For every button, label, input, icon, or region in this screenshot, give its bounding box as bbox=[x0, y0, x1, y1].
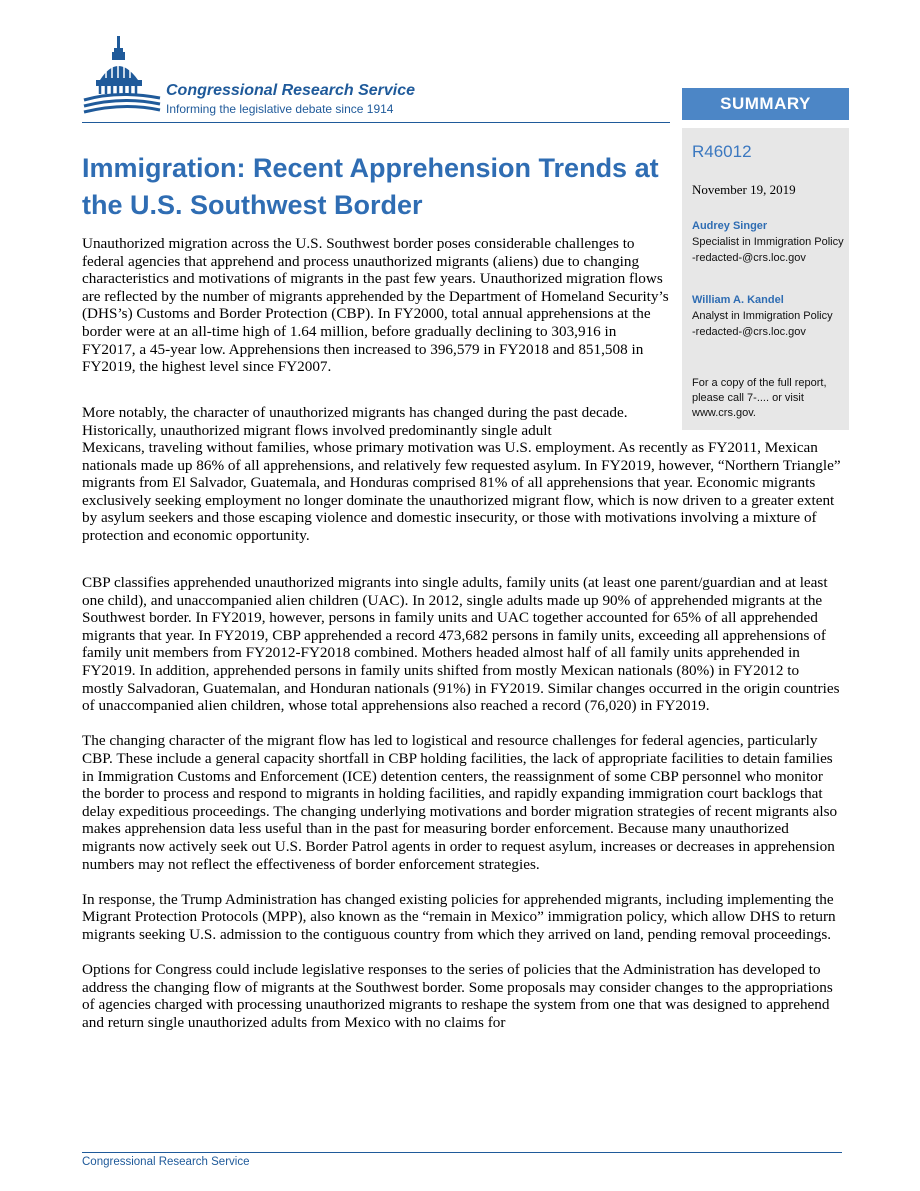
author-block bbox=[692, 292, 847, 340]
author-title: Specialist in Immigration Policy bbox=[692, 236, 844, 248]
capitol-dome-icon bbox=[82, 34, 162, 120]
paragraph-2-start: More notably, the character of unauthorized migrants has changed during the past decade. Historically, unauthorized migrant flows involved predominantly single adult bbox=[82, 404, 628, 439]
document-title: Immigration: Recent Apprehension Trends at the U.S. Southwest Border bbox=[82, 153, 659, 220]
org-tagline: Informing the legislative debate since 1914 bbox=[166, 102, 394, 116]
author-name: Audrey Singer bbox=[692, 220, 768, 232]
org-name: Congressional Research Service bbox=[166, 82, 416, 99]
summary-heading: SUMMARY bbox=[682, 88, 849, 120]
paragraph-1: Unauthorized migration across the U.S. Southwest border poses considerable challenges to federal agencies that apprehend and process unauthorized migrants (aliens) due to changing characteristics and motivations of migrants in the past few years. Unauthorized migration flows are reflected by the number of migrants apprehended by the Department of Homeland Security’s (DHS’s) Customs and Border Protection (CBP). In FY2000, total annual apprehensions at the border were at an all-time high of 1.64 million, before gradually declining to 303,916 in FY2017, a 45-year low. Apprehensions then increased to 396,579 in FY2018 and 851,508 in FY2019, the highest level since FY2007. bbox=[82, 235, 669, 376]
footer-divider bbox=[82, 1152, 842, 1153]
summary-sidebar bbox=[682, 128, 849, 430]
document-body bbox=[82, 574, 842, 1049]
paragraph-4: The changing character of the migrant flow has led to logistical and resource challenges for federal agencies, particularly CBP. These include a general capacity shortfall in CBP holding facilities, the lack of appropriate facilities to detain families in Immigration Customs and Enforcement (ICE) detention centers, the reassignment of some CBP personnel who monitor the border to process and respond to migrants in holding facilities, and rapidly expanding immigration court backlogs that delay expeditious proceedings. The changing underlying motivations and border migration strategies of recent migrants also makes apprehension data less useful than in the past for measuring border enforcement. Because many unauthorized migrants now actively seek out U.S. Border Patrol agents in order to request asylum, increases or decreases in apprehension numbers may not reflect the effectiveness of border enforcement strategies. bbox=[82, 732, 838, 873]
paragraph-6: Options for Congress could include legislative responses to the series of policies that the Administration has developed to address the changing flow of migrants at the Southwest border. Some proposals may consider changes to the appropriations of agencies charged with processing unauthorized migrants to reshape the system from one that was designed to apprehend and return single unauthorized adults from Mexico with no claims for bbox=[82, 961, 833, 1031]
crs-logo bbox=[80, 34, 480, 124]
author-email: -redacted-@crs.loc.gov bbox=[692, 252, 806, 264]
footer-text: Congressional Research Service bbox=[82, 1156, 250, 1168]
paragraph-3: CBP classifies apprehended unauthorized migrants into single adults, family units (at least one parent/guardian and at least one child), and unaccompanied alien children (UAC). In 2012, single adults made up 90% of apprehended migrants at the Southwest border. In FY2019, however, persons in family units and UAC together accounted for 65% of all apprehended migrants that year. In FY2019, CBP apprehended a record 473,682 persons in family units, exceeding all apprehensions of family unit members from FY2012-FY2018 combined. Mothers headed almost half of all family units apprehended in FY2019. In addition, apprehended persons in family units shifted from mostly Mexican nationals (80%) in FY2012 to mostly Salvadoran, Guatemalan, and Honduran nationals (91%) in FY2019. Similar changes occurred in the origin countries of unaccompanied alien children, whose total apprehensions also reached a record (76,020) in FY2019. bbox=[82, 574, 840, 715]
author-name: William A. Kandel bbox=[692, 294, 784, 306]
report-copy-note: For a copy of the full report, please call 7-.... or visit www.crs.gov. bbox=[692, 377, 827, 419]
author-title: Analyst in Immigration Policy bbox=[692, 310, 833, 322]
paragraph-5: In response, the Trump Administration has changed existing policies for apprehended migrants, including implementing the Migrant Protection Protocols (MPP), also known as the “remain in Mexico” immigration policy, which allow DHS to return migrants seeking U.S. admission to the contiguous country from which they arrived on land, pending removal proceedings. bbox=[82, 890, 836, 943]
report-date: November 19, 2019 bbox=[692, 182, 796, 197]
report-number: R46012 bbox=[692, 142, 752, 161]
author-email: -redacted-@crs.loc.gov bbox=[692, 326, 806, 338]
author-block bbox=[692, 218, 847, 266]
header-divider bbox=[82, 122, 670, 123]
paragraph-2-continued: Mexicans, traveling without families, whose primary motivation was U.S. employment. As recently as FY2011, Mexican nationals made up 86% of all apprehensions, and relatively few requested asylum. In FY2019, however, “Northern Triangle” migrants from El Salvador, Guatemala, and Honduras comprised 81% of all apprehensions that year. Economic migrants exclusively seeking employment no longer dominate the unauthorized migrant flow, which is now driven to a greater extent by asylum seekers and those escaping violence and domestic insecurity, or those with motivations involving a mixture of protection and economic opportunity. bbox=[82, 439, 841, 544]
